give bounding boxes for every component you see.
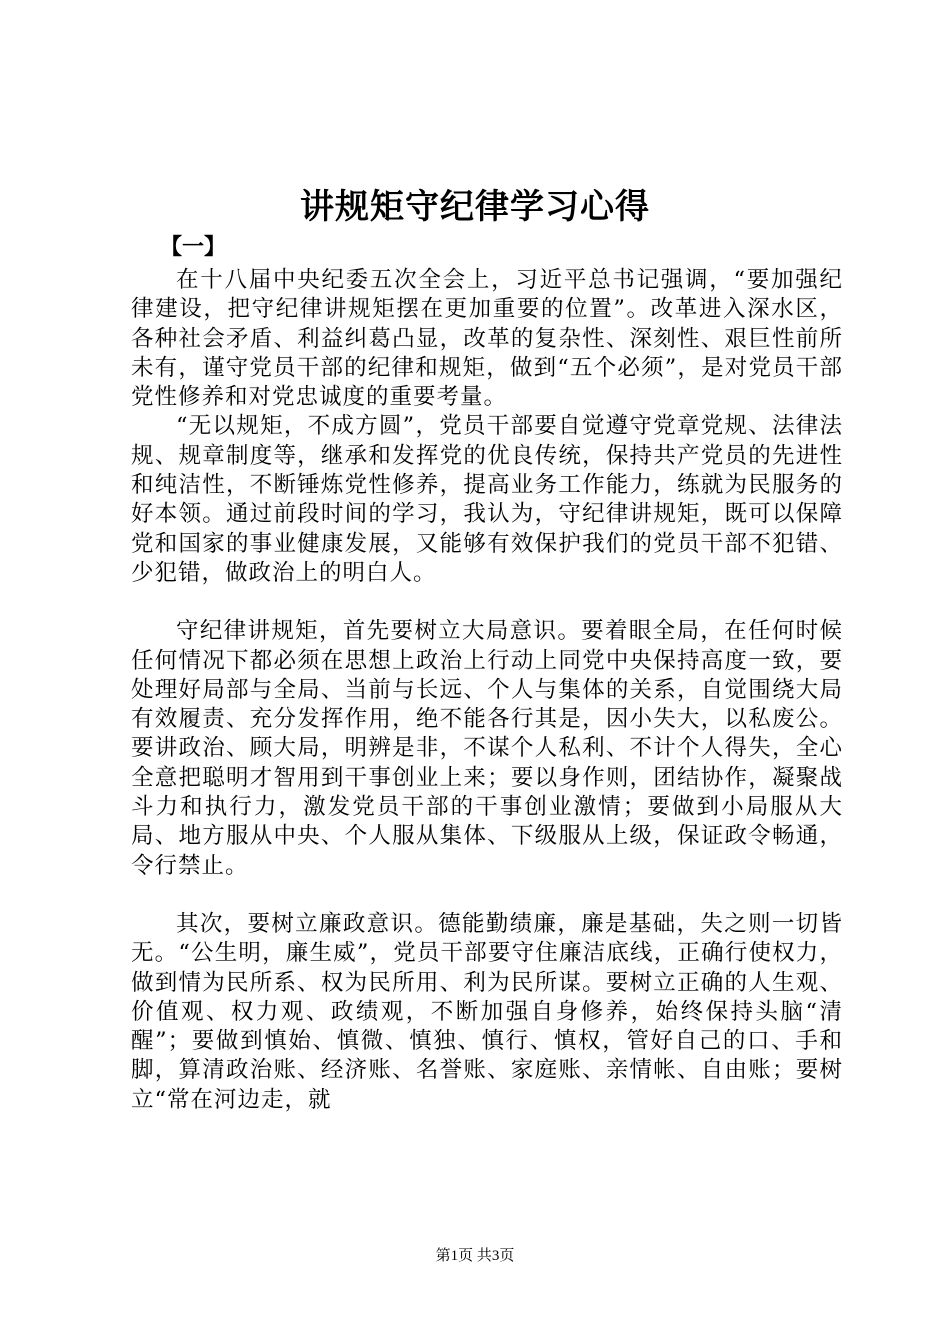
document-body bbox=[131, 266, 843, 1115]
paragraph-3: 守纪律讲规矩，首先要树立大局意识。要着眼全局，在任何时候任何情况下都必须在思想上政治上行动上同党中央保持高度一致，要处理好局部与全局、当前与长远、个人与集体的关系，自觉围绕大局有效履责、充分发挥作用，绝不能各行其是，因小失大，以私废公。要讲政治、顾大局，明辨是非，不谋个人私利、不计个人得失，全心全意把聪明才智用到干事创业上来；要以身作则，团结协作，凝聚战斗力和执行力，激发党员干部的干事创业激情；要做到小局服从大局、地方服从中央、个人服从集体、下级服从上级，保证政令畅通，令行禁止。 bbox=[131, 618, 843, 879]
document-title: 讲规矩守纪律学习心得 bbox=[300, 187, 650, 227]
paragraph-1: 在十八届中央纪委五次全会上，习近平总书记强调，“要加强纪律建设，把守纪律讲规矩摆在更加重要的位置”。改革进入深水区，各种社会矛盾、利益纠葛凸显，改革的复杂性、深刻性、艰巨性前所未有，谨守党员干部的纪律和规矩，做到“五个必须”，是对党员干部党性修养和对党忠诚度的重要考量。 bbox=[131, 267, 843, 411]
paragraph-4: 其次，要树立廉政意识。德能勤绩廉，廉是基础，失之则一切皆无。“公生明，廉生威”，党员干部要守住廉洁底线，正确行使权力，做到情为民所系、权为民所用、利为民所谋。要树立正确的人生观、价值观、权力观、政绩观，不断加强自身修养，始终保持头脑“清醒”；要做到慎始、慎微、慎独、慎行、慎权，管好自己的口、手和脚，算清政治账、经济账、名誉账、家庭账、亲情帐、自由账；要树立“常在河边走，就 bbox=[131, 910, 843, 1113]
paragraph-2: “无以规矩，不成方圆”，党员干部要自觉遵守党章党规、法律法规、规章制度等，继承和发挥党的优良传统，保持共产党员的先进性和纯洁性，不断锤炼党性修养，提高业务工作能力，练就为民服务的好本领。通过前段时间的学习，我认为，守纪律讲规矩，既可以保障党和国家的事业健康发展，又能够有效保护我们的党员干部不犯错、少犯错，做政治上的明白人。 bbox=[131, 413, 843, 586]
section-label: 【一】 bbox=[160, 234, 227, 260]
page-footer: 第1页 共3页 bbox=[435, 1248, 515, 1264]
